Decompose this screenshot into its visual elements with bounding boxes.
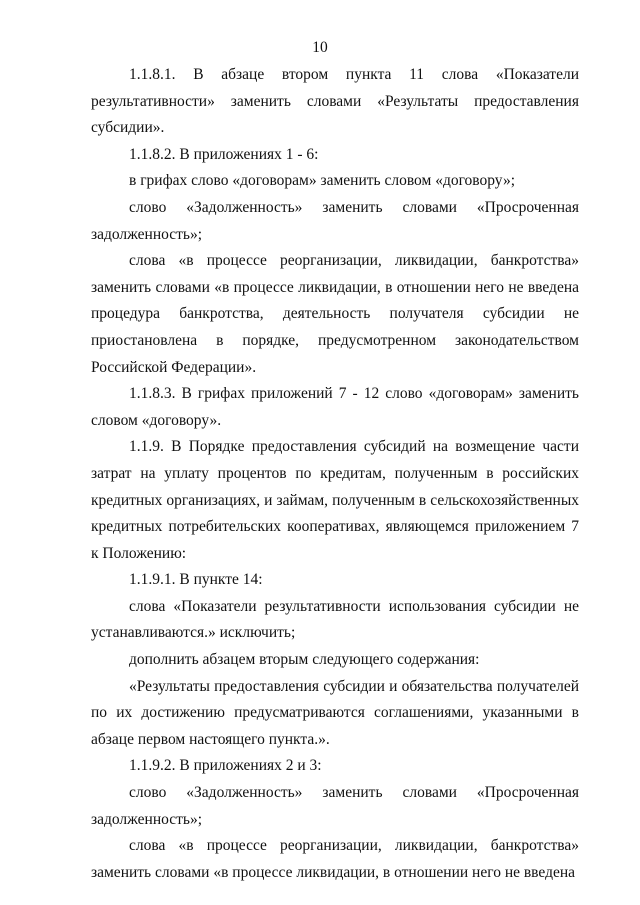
paragraph-pokazateli: слова «Показатели результативности использования субсидии не устанавливаются.» исключить;	[91, 597, 579, 642]
paragraph-1-1-8-3: 1.1.8.3. В грифах приложений 7 - 12 слово «договорам» заменить словом «договору».	[91, 385, 579, 429]
paragraph-1-1-9-1: 1.1.9.1. В пункте 14:	[129, 571, 263, 589]
paragraph-grify: в грифах слово «договорам» заменить словом «договору»;	[129, 172, 516, 190]
paragraph-zadolzhennost-2: слово «Задолженность» заменить словами «Просроченная задолженность»;	[91, 784, 579, 828]
paragraph-reorganizatsii-2: слова «в процессе реорганизации, ликвидации, банкротства» заменить словами «в процессе ликвидации, в отношении него не введена	[91, 837, 579, 881]
paragraph-1-1-9: 1.1.9. В Порядке предоставления субсидий на возмещение части затрат на уплату процентов по кредитам, полученным в российских кредитных организациях, и займам, полученным в сельскохозяйственных кредитных потребительских кооперативах, являющемся приложением 7 к Положению:	[91, 438, 579, 562]
paragraph-zadolzhennost: слово «Задолженность» заменить словами «Просроченная задолженность»;	[91, 198, 579, 243]
paragraph-rezultaty: «Результаты предоставления субсидии и обязательства получателей по их достижению предусматриваются соглашениями, указанными в абзаце первом настоящего пункта.».	[91, 677, 579, 748]
paragraph-dopolnit: дополнить абзацем вторым следующего содержания:	[129, 651, 480, 669]
paragraph-1-1-8-1: 1.1.8.1. В абзаце втором пункта 11 слова «Показатели результативности» заменить словами «Результаты предоставления субсидии».	[91, 66, 579, 137]
document-body	[91, 62, 579, 886]
paragraph-reorganizatsii: слова «в процессе реорганизации, ликвидации, банкротства» заменить словами «в процессе ликвидации, в отношении него не введена процедура банкротства, деятельность получателя субсидии не приостановлена в порядке, предусмотренном законодательством Российской Федерации».	[91, 252, 579, 376]
paragraph-1-1-9-2: 1.1.9.2. В приложениях 2 и 3:	[129, 757, 322, 775]
page-number: 10	[312, 39, 328, 56]
paragraph-1-1-8-2: 1.1.8.2. В приложениях 1 - 6:	[129, 145, 319, 163]
